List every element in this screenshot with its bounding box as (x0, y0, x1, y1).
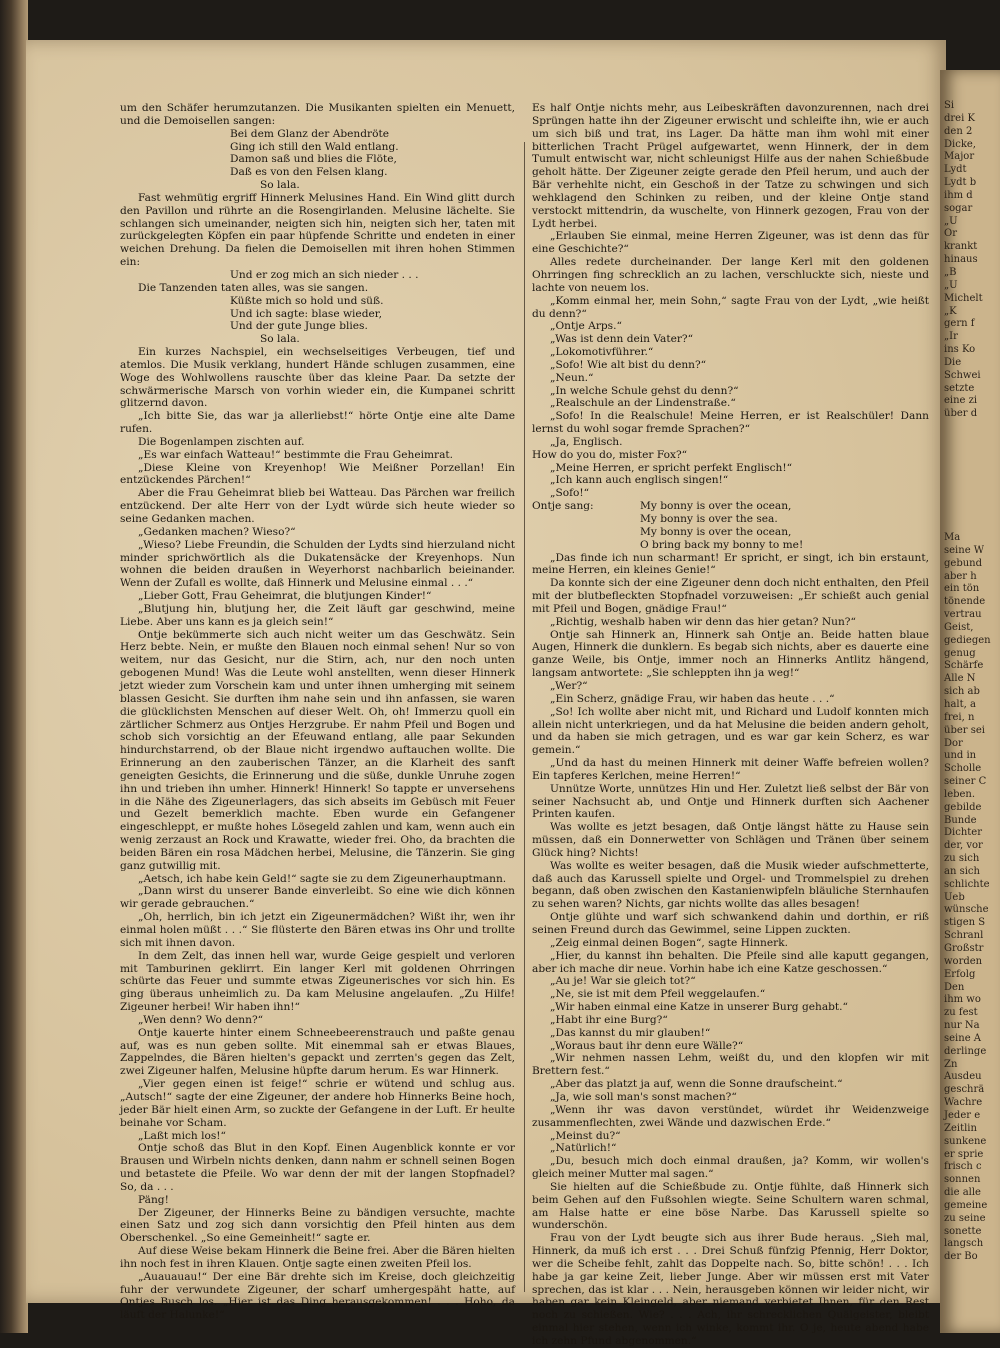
cut-off-word: geschrä (944, 1084, 985, 1096)
paragraph: „Komm einmal her, mein Sohn,“ sagte Frau von der Lydt, „wie heißt du denn?“ (532, 294, 929, 320)
cut-off-word: Zn (944, 1058, 958, 1070)
cut-off-word: schlichte (944, 878, 990, 890)
cut-off-word: und in (944, 750, 977, 762)
song-line (532, 513, 929, 526)
cut-off-word: leben. (944, 788, 976, 800)
paragraph: „Aetsch, ich habe kein Geld!“ sagte sie zu dem Zigeunerhauptmann. (138, 872, 507, 885)
cut-off-word: nur Na (944, 1020, 980, 1032)
cut-off-word: über sei (944, 724, 985, 736)
text-column-middle (532, 102, 929, 1348)
paragraph: „Das kannst du mir glauben!“ (550, 1026, 711, 1039)
cut-off-word: Bunde (944, 814, 977, 826)
paragraph: „Laßt mich los!“ (138, 1129, 226, 1142)
paragraph: „Sofo!“ (550, 487, 590, 500)
paragraph: „Meine Herren, er spricht perfekt Englisch!“ (550, 461, 792, 474)
cut-off-word: Or (944, 228, 957, 240)
cut-off-word: Ausdeu (944, 1071, 982, 1083)
cut-off-word: Schwei (944, 369, 981, 381)
adjacent-page-text-bottom (940, 532, 991, 1264)
adjacent-page-text-top (940, 100, 983, 421)
paragraph: „Ein Scherz, gnädige Frau, wir haben das heute . . .“ (550, 692, 835, 705)
verse-refrain: So lala. (260, 179, 300, 192)
paragraph: Auf diese Weise bekam Hinnerk die Beine frei. Aber die Bären hielten ihn noch fest in ihren Klauen. Ontje sagte einen zweiten Pfeil los. (120, 1245, 515, 1270)
paragraph: „Erlauben Sie einmal, meine Herren Zigeuner, was ist denn das für eine Geschichte?“ (532, 230, 929, 256)
cut-off-word: Michelt (944, 292, 983, 304)
paragraph: „Natürlich!“ (550, 1142, 617, 1155)
cut-off-word: seine A (944, 1032, 982, 1044)
paragraph: Päng! (138, 1193, 169, 1206)
paragraph: „So! Ich wollte aber nicht mit, und Richard und Ludolf konnten mich allein nicht unterkriegen, und da hat Melusine die beiden andern geholt, und da haben sie mich getragen, und es war gar kein Scherz, es war gemein.“ (532, 705, 929, 757)
cut-off-word: Ma (944, 532, 961, 543)
paragraph: „Aber das platzt ja auf, wenn die Sonne draufscheint.“ (550, 1078, 843, 1091)
paragraph: Ontje bekümmerte sich auch nicht weiter um das Geschwätz. Sein Herz bebte. Nein, er mußte den Blauen noch einmal sehen! Nur so von weitem, nur das Gesicht, nur die Stirn, ach, nur den noch unten gebogenen Mund! Was die Leute wohl anstellten, wenn dieser Hinnerk jetzt wieder zum Vorschein kam und unter ihnen umherging mit seinem blassen Gesicht. Sie durften ihm nahe sein und ihn anfassen, sie waren die glücklichsten Menschen auf dieser Welt. Oh, oh! Immerzu quoll ein zärtlicher Schmerz aus Ontjes Herzgrube. Er nahm Pfeil und Bogen und schob sich vorsichtig an der Efeuwand entlang, alle paar Sekunden hindurchstarrend, ob der Blaue nicht irgendwo auftauchen wollte. Die Erinnerung an den zauberischen Tänzer, an die Klarheit des sanft geneigten Gesichts, die Erinnerung und die süße, dunkle Unruhe zogen ihn und trieben ihn umher. Hinnerk! Hinnerk! So tappte er unversehens in die Nähe des Zigeunerlagers, das sich abseits im Gebüsch mit Feuer und Gezelt bemerklich machte. Eben wurde ein Gefangener eingeschleppt, er mußte hohes Lösegeld zahlen und kam, wenn auch ein wenig zerzaust an Rock und Krawatte, wieder frei. Oho, da brachten die beiden Bären ein rosa Mädchen herbei, Melusine, die Tänzerin. Sie ging ganz gutwillig mit. (120, 628, 515, 872)
cut-off-word: gemeine (944, 1199, 988, 1211)
cut-off-word: ihm wo (944, 994, 981, 1006)
song-text: O bring back my bonny to me! (640, 538, 804, 551)
paragraph: „Und da hast du meinen Hinnerk mit deiner Waffe befreien wollen? Ein tapferes Kerlchen, meine Herren!“ (532, 757, 929, 782)
paragraph: In dem Zelt, das innen hell war, wurde Geige gespielt und verloren mit Tamburinen geklirrt. Ein langer Kerl mit goldenen Ohrringen schürte das Feuer und summte etwas Zigeunerisches vor sich hin. Es ging überaus unheimlich zu. Da kam Melusine angelaufen. „Zu Hilfe! Zigeuner herbei! Wir haben ihn!“ (120, 949, 515, 1014)
verse: Und er zog mich an sich nieder . . . (230, 268, 419, 281)
paragraph: Ontje schoß das Blut in den Kopf. Einen Augenblick konnte er vor Brausen und Wirbeln nichts denken, dann nahm er schnell seinen Bogen und betastete die Pfeile. Wo war denn der mit der langen Stopfnadel? So, da . . . (120, 1142, 515, 1193)
song-text: My bonny is over the sea. (640, 513, 778, 525)
paragraph: Der Zigeuner, der Hinnerks Beine zu bändigen versuchte, machte einen Satz und zog sich dann vorsichtig den Pfeil hinten aus dem Oberschenkel. „So eine Gemeinheit!“ sagte er. (120, 1206, 515, 1245)
cut-off-word: vertrau (944, 609, 982, 621)
cut-off-word: Die (944, 356, 962, 368)
verse-refrain: So lala. (260, 333, 300, 346)
cut-off-word: Geist, (944, 621, 974, 633)
paragraph: „Wir nehmen nassen Lehm, weißt du, und den klopfen wir mit Brettern fest.“ (532, 1052, 929, 1078)
paragraph: „Gedanken machen? Wieso?“ (138, 525, 296, 538)
paragraph: „Du, besuch mich doch einmal draußen, ja? Komm, wir wollen's gleich meiner Mutter mal sagen.“ (532, 1155, 929, 1181)
paragraph: Fast wehmütig ergriff Hinnerk Melusines Hand. Ein Wind glitt durch den Pavillon und rührte an die Rosengirlanden. Melusine lächelte. Sie schlangen sich umeinander, neigten sich hin, neigten sich her, taten mit zurückgelegten Köpfen ein paar hüpfende Schritte und endeten in einer weichen Drehung. Da fielen die Demoisellen mit ihren hohen Stimmen ein: (120, 191, 515, 269)
paragraph: Frau von der Lydt beugte sich aus ihrer Bude heraus. „Sieh mal, Hinnerk, da muß ich erst . . . Drei Schuß fünfzig Pfennig, Herr Doktor, wer die Scheibe fehlt, zahlt das Doppelte nach. So, bitte schön! . . . Ich habe ja gar keine Zeit, lieber Junge. Aber wir müssen erst mit Vater sprechen, das ist klar . . . Nein, herausgeben können wir leider nicht, wir haben gar kein Kleingeld, aber niemand verbietet Ihnen, für den Rest noch zu schießen. Wie? . . . Ach, ihr schrecklichen Quälgeister, bleibt einmal hier stehen, wenn ich winke, kommt ihr. O je, heute abend habe ich zehn Pfund abgenommen.“ (532, 1232, 929, 1347)
cut-off-word: sogar (944, 202, 973, 214)
cut-off-word: langsch (944, 1238, 984, 1250)
cut-off-word: zu fest (944, 1007, 978, 1019)
paragraph: „Ontje Arps.“ (550, 320, 622, 333)
adjacent-page-edge (940, 70, 1000, 1333)
paragraph: Was wollte es jetzt besagen, daß Ontje längst hätte zu Hause sein müssen, daß ein Donnerwetter von Schlägen und Tränen über seinem Glück hing? Nichts! (532, 821, 929, 859)
cut-off-word: den 2 (944, 125, 973, 137)
cut-off-word: gediegen (944, 634, 991, 646)
cut-off-word: wünsche (944, 904, 989, 916)
paragraph: Alles redete durcheinander. Der lange Kerl mit den goldenen Ohrringen fing schrecklich an zu lachen, verschluckte sich, nieste und lachte von neuem los. (532, 256, 929, 294)
paragraph: Ontje kauerte hinter einem Schneebeerenstrauch und paßte genau auf, was es nun geben sollte. Mit einemmal sah er etwas Blaues, Zappelndes, die Bären hielten's gepackt und zerrten's gegen das Zelt, zwei Zigeuner halfen, Melusine hüpfte darum herum. Es war Hinnerk. (120, 1026, 515, 1078)
cut-off-word: ein tön (944, 583, 980, 595)
paragraph: „Ich bitte Sie, das war ja allerliebst!“ hörte Ontje eine alte Dame rufen. (120, 410, 515, 436)
cut-off-word: seiner C (944, 776, 987, 788)
paragraph: Unnütze Worte, unnützes Hin und Her. Zuletzt ließ selbst der Bär von seiner Nachsucht ab, und Ontje und Hinnerk durften sich Aachener Printen kaufen. (532, 782, 929, 821)
cut-off-word: sunkene (944, 1135, 987, 1147)
cut-off-word: Dicke, (944, 138, 976, 150)
paragraph: How do you do, mister Fox?“ (532, 448, 688, 461)
cut-off-word: zu seine (944, 1212, 986, 1224)
cut-off-word: Si (944, 100, 955, 111)
paragraph: „Lieber Gott, Frau Geheimrat, die blutjungen Kinder!“ (138, 590, 432, 603)
cut-off-word: „K (944, 305, 957, 317)
paragraph: „In welche Schule gehst du denn?“ (550, 384, 739, 397)
paragraph: „Was ist denn dein Vater?“ (550, 333, 694, 346)
cut-off-word: Alle N (944, 673, 976, 685)
cut-off-word: halt, a (944, 698, 976, 710)
text-column-left (120, 102, 515, 1322)
newspaper-page (26, 40, 946, 1347)
paragraph: Aber die Frau Geheimrat blieb bei Watteau. Das Pärchen war freilich entzückend. Der alte Herr von der Lydt würde sich heute wieder so seine Gedanken machen. (120, 487, 515, 525)
cut-off-word: sonette (944, 1225, 982, 1237)
cut-off-word: ins Ko (944, 344, 976, 356)
paragraph: Ontje glühte und warf sich schwankend dahin und dorthin, er riß seinen Freund durch das Gewimmel, seine Lippen zuckten. (532, 911, 929, 936)
cut-off-word: gebilde (944, 801, 982, 813)
verse: Bei dem Glanz der Abendröte Ging ich still den Wald entlang. Damon saß und blies die Flöte, Daß es von den Felsen klang. (230, 127, 399, 179)
cut-off-word: „B (944, 266, 957, 278)
cut-off-word: drei K (944, 112, 975, 124)
paragraph: „Meinst du?“ (550, 1129, 621, 1142)
paragraph: „Es war einfach Watteau!“ bestimmte die Frau Geheimrat. (138, 448, 454, 461)
cut-off-word: Schranl (944, 930, 984, 942)
paragraph: „Wir haben einmal eine Katze in unserer Burg gehabt.“ (550, 1001, 848, 1014)
paragraph: „Ja, wie soll man's sonst machen?“ (550, 1090, 737, 1103)
cut-off-word: frei, n (944, 711, 975, 723)
paragraph: Was wollte es weiter besagen, daß die Musik wieder aufschmetterte, daß auch das Karussell spielte und Orgel- und Trommelspiel zu drehen begann, daß oben zwischen den Kastanienwipfeln bläuliche Sternhaufen zu sehen waren? Nichts, gar nichts wollte das alles besagen! (532, 859, 929, 911)
paragraph: „Vier gegen einen ist feige!“ schrie er wütend und schlug aus. „Autsch!“ sagte der eine Zigeuner, der andere hob Hinnerks Beine hoch, jeder Bär hielt einen Arm, so zuckte der Gefangene in der Luft. Er heulte beinahe vor Scham. (120, 1078, 515, 1129)
paragraph: Die Tanzenden taten alles, was sie sangen. (138, 281, 369, 294)
cut-off-word: worden (944, 955, 983, 967)
cut-off-word: „U (944, 215, 958, 227)
book-spine-edge (0, 0, 28, 1333)
paragraph: „Ne, sie ist mit dem Pfeil weggelaufen.“ (550, 988, 766, 1001)
song-speaker: Ontje sang: (532, 500, 594, 513)
paragraph: „Realschule an der Lindenstraße.“ (550, 397, 736, 410)
cut-off-word: er sprie (944, 1148, 984, 1160)
song-line (532, 526, 929, 539)
cut-off-word: Großstr (944, 943, 984, 954)
column-divider (524, 142, 525, 1292)
paragraph: „Ich kann auch englisch singen!“ (550, 474, 729, 487)
cut-off-word: „Ir (944, 331, 958, 343)
paragraph: Ontje sah Hinnerk an, Hinnerk sah Ontje an. Beide hatten blaue Augen, Hinnerk die dunklern. Es begab sich nichts, aber es dauerte eine ganze Weile, bis Ontje, immer noch an Hinnerks Antlitz hängend, langsam antwortete: „Sie schleppten ihn ja weg!“ (532, 628, 929, 680)
cut-off-word: frisch c (944, 1161, 982, 1173)
paragraph: „Woraus baut ihr denn eure Wälle?“ (550, 1039, 744, 1052)
cut-off-word: sonnen (944, 1174, 981, 1186)
paragraph: „Das finde ich nun scharmant! Er spricht, er singt, ich bin erstaunt, meine Herren, ein kleines Genie!“ (532, 551, 929, 577)
cut-off-word: Dichter (944, 827, 982, 839)
paragraph: „Lokomotivführer.“ (550, 346, 654, 359)
paragraph: „Neun.“ (550, 371, 594, 384)
cut-off-word: Wachre (944, 1097, 983, 1109)
cut-off-word: der, vor (944, 840, 983, 852)
paragraph: Die Bogenlampen zischten auf. (138, 435, 305, 448)
paragraph: Da konnte sich der eine Zigeuner denn doch nicht enthalten, den Pfeil mit der blutbefleckten Stopfnadel vorzuweisen: „Er schießt auch genial mit Pfeil und Bogen, gnädige Frau!“ (532, 577, 929, 615)
paragraph: Sie hielten auf die Schießbude zu. Ontje fühlte, daß Hinnerk sich beim Gehen auf den Fußsohlen wiegte. Seine Schultern waren schmal, am Halse hatte er eine böse Narbe. Das Karussell spielte so wunderschön. (532, 1180, 929, 1232)
cut-off-word: eine zi (944, 395, 978, 407)
cut-off-word: „U (944, 279, 958, 291)
cut-off-word: aber h (944, 570, 977, 582)
cut-off-word: tönende (944, 596, 986, 608)
paragraph: „Oh, herrlich, bin ich jetzt ein Zigeunermädchen? Wißt ihr, wen ihr einmal holen müßt . . .“ Sie flüsterte den Bären etwas ins Ohr und trollte sich mit ihnen davon. (120, 911, 515, 949)
paragraph: „Wer?“ (550, 679, 588, 692)
paragraph: „Zeig einmal deinen Bogen“, sagte Hinnerk. (550, 936, 788, 949)
song-text: My bonny is over the ocean, (640, 500, 792, 513)
cut-off-word: sich ab (944, 686, 980, 698)
cut-off-word: zu sich (944, 853, 980, 865)
cut-off-word: Jeder e (944, 1109, 981, 1121)
paragraph: „Wenn ihr was davon verstündet, würdet ihr Weidenzweige zusammenflechten, zwei Wände und dazwischen Erde.“ (532, 1103, 929, 1129)
paragraph: „Au je! War sie gleich tot?“ (550, 975, 696, 988)
cut-off-word: Den (944, 981, 965, 993)
cut-off-word: über d (944, 408, 978, 420)
paragraph: „Blutjung hin, blutjung her, die Zeit läuft gar geschwind, meine Liebe. Aber uns kann es ja gleich sein!“ (120, 602, 515, 628)
cut-off-word: krankt (944, 241, 978, 253)
paragraph: Ein kurzes Nachspiel, ein wechselseitiges Verbeugen, tief und atemlos. Die Musik verklang, hundert Hände schlugen zusammen, eine Woge des Wohlwollens rauschte über das kleine Paar. Da setzte der schwärmerische Marsch von vorhin wieder ein, die Kumpanei schritt glitzernd davon. (120, 346, 515, 410)
cut-off-word: Dor (944, 737, 963, 749)
cut-off-word: stigen S (944, 917, 986, 929)
cut-off-word: setzte (944, 382, 975, 394)
cut-off-word: seine W (944, 544, 985, 556)
song-text: My bonny is over the ocean, (640, 525, 792, 538)
paragraph: „Wen denn? Wo denn?“ (138, 1013, 264, 1026)
cut-off-word: genug (944, 647, 976, 659)
paragraph: um den Schäfer herumzutanzen. Die Musikanten spielten ein Menuett, und die Demoisellen sangen: (120, 102, 515, 127)
cut-off-word: Lydt (944, 164, 967, 176)
song-line (532, 539, 929, 552)
cut-off-word: die alle (944, 1187, 981, 1199)
paragraph: „Hier, du kannst ihn behalten. Die Pfeile sind alle kaputt gegangen, aber ich mache dir neue. Vorhin habe ich eine Katze geschossen.“ (532, 949, 929, 975)
verse: Küßte mich so hold und süß. Und ich sagte: blase wieder, Und der gute Junge blies. (230, 294, 384, 333)
cut-off-word: der Bo (944, 1251, 978, 1263)
cut-off-word: ihm d (944, 189, 973, 201)
paragraph: „Habt ihr eine Burg?“ (550, 1013, 668, 1026)
cut-off-word: an sich (944, 865, 980, 877)
paragraph: „Auauauau!“ Der eine Bär drehte sich im Kreise, doch gleichzeitig fuhr der verwundete Zigeuner, der scharf umhergespäht hatte, auf Ontjes Busch los. „Hier ist das Ding herausgekommen! . . . Hoho, da läuft der Halunke!“ (120, 1270, 515, 1322)
cut-off-word: Lydt b (944, 177, 977, 189)
cut-off-word: derlinge (944, 1045, 987, 1057)
cut-off-word: gern f (944, 318, 975, 330)
cut-off-word: gebund (944, 557, 983, 569)
paragraph: „Dann wirst du unserer Bande einverleibt. So eine wie dich können wir gerade gebrauchen.“ (120, 885, 515, 911)
paragraph: „Diese Kleine von Kreyenhop! Wie Meißner Porzellan! Ein entzückendes Pärchen!“ (120, 461, 515, 487)
paragraph: „Wieso? Liebe Freundin, die Schulden der Lydts sind hierzuland nicht minder sprichwörtlich als die Dukatensäcke der Kreyenhops. Nun wohnen die beiden draußen in Weyerhorst nachbarlich beieinander. Wenn der Zufall es wollte, daß Hinnerk und Melusine einmal . . .“ (120, 538, 515, 590)
cut-off-word: Schärfe (944, 660, 984, 672)
cut-off-word: Scholle (944, 763, 982, 775)
paragraph: „Ja, Englisch. (550, 435, 623, 448)
paragraph: „Sofo! In die Realschule! Meine Herren, er ist Realschüler! Dann lernst du wohl sogar fremde Sprachen?“ (532, 410, 929, 436)
paragraph: Es half Ontje nichts mehr, aus Leibeskräften davonzurennen, nach drei Sprüngen hatte ihn der Zigeuner erwischt und schleifte ihn, wie er auch um sich biß und trat, ins Lager. Da hätte man ihm wohl mit einer bitterlichen Tracht Prügel aufgewartet, wenn Hinnerk, der in dem Tumult entwischt war, nicht schleunigst Hilfe aus der nahen Schießbude geholt hätte. Der Zigeuner zeigte gerade den Pfeil herum, und auch der Bär verhehlte nicht, ein Geschoß in der Tatze zu schwingen und sich wehklagend den Schinken zu reiben, und der kleine Ontje stand verstockt mittendrin, da wuschelte, von Hinnerk gezogen, Frau von der Lydt herbei. (532, 102, 929, 230)
song-line (532, 500, 929, 513)
paragraph: „Richtig, weshalb haben wir denn das hier getan? Nun?“ (550, 615, 856, 628)
cut-off-word: hinaus (944, 254, 978, 266)
cut-off-word: Major (944, 151, 975, 163)
cut-off-word: Erfolg (944, 968, 976, 980)
cut-off-word: Ueb (944, 891, 965, 903)
cut-off-word: Zeitlin (944, 1122, 977, 1134)
paragraph: „Sofo! Wie alt bist du denn?“ (550, 358, 707, 371)
